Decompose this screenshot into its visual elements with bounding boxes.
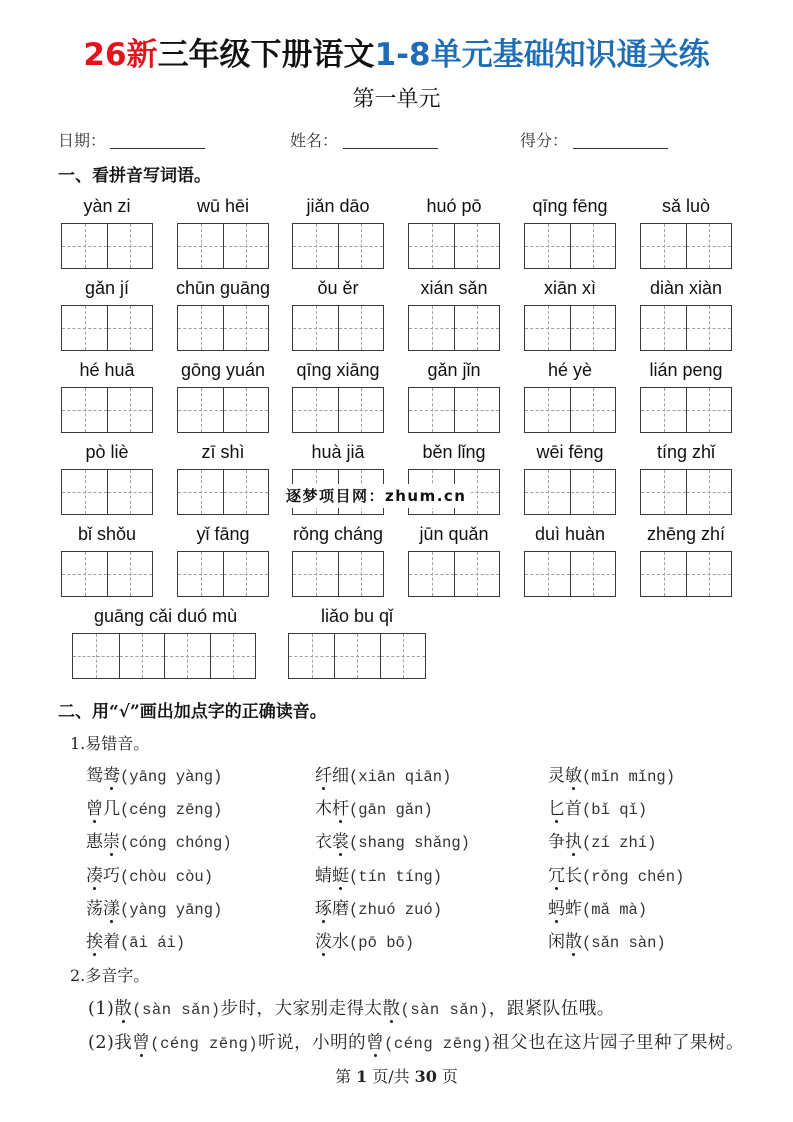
dotted-character: 裳 [332,832,349,852]
writing-cell [570,388,615,432]
writing-cell [107,306,152,350]
part1-title: 1.易错音。 [70,734,150,753]
pronunciation-item [315,798,433,821]
footer-suffix: 页 [441,1067,458,1086]
character: 巧 [103,866,120,886]
character: 荡 [86,899,103,919]
character: 几 [103,799,120,819]
pronunciation-options: (céng zēng) [150,1035,259,1053]
writing-cell [641,470,686,514]
pinyin-label: wū hēi [196,196,250,216]
section1-heading: 一、看拼音写词语。 [58,166,211,186]
pinyin-label: duì huàn [534,524,606,544]
dotted-character: 曾 [86,799,103,819]
writing-grid [177,469,269,515]
writing-grid [408,223,500,269]
score-blank-line [573,148,668,149]
score-label: 得分： [520,131,569,150]
pronunciation-item [86,831,232,854]
title-units-topic: 1-8单元基础知识通关练 [374,37,710,73]
writing-grid [177,223,269,269]
writing-cell [570,470,615,514]
dotted-character: 散 [565,932,582,952]
writing-grid [292,551,384,597]
pinyin-label: gōng yuán [180,360,266,380]
writing-cell [293,552,338,596]
writing-cell [686,224,731,268]
pinyin-label: liǎo bu qǐ [320,606,394,626]
pinyin-label: qīng fēng [532,196,608,216]
date-blank-line [110,148,205,149]
writing-grid [524,305,616,351]
dotted-character: 杆 [332,799,349,819]
pinyin-label: chūn guāng [175,278,271,298]
writing-cell [107,388,152,432]
dotted-character: 冗 [548,866,565,886]
pronunciation-options: (chòu còu) [120,868,214,886]
pinyin-label: xián sǎn [420,278,488,298]
character: 木 [315,799,332,819]
current-page-number: 1 [356,1067,368,1086]
pinyin-label: guāng cǎi duó mù [94,606,238,626]
writing-grid [177,305,269,351]
writing-grid [177,387,269,433]
pronunciation-options: (pō bō) [349,934,415,952]
pronunciation-options: (mǎ mà) [582,901,648,919]
writing-cell [210,634,256,678]
writing-cell [525,388,570,432]
writing-grid [524,223,616,269]
dotted-character: 挨 [86,932,103,952]
pinyin-label: bǐ shǒu [77,524,137,544]
writing-cell [338,224,383,268]
character: 着 [103,932,120,952]
writing-cell [289,634,334,678]
writing-cell [570,552,615,596]
writing-grid [640,305,732,351]
dotted-character: 鸯 [103,766,120,786]
writing-grid [177,551,269,597]
character: 闲 [548,932,565,952]
writing-cell [409,306,454,350]
pinyin-label: yǐ fāng [196,524,250,544]
sentence-text: 祖父也在这片园子里种了果树。 [491,1033,744,1053]
writing-cell [380,634,425,678]
dotted-character: 崇 [103,832,120,852]
writing-cell [107,224,152,268]
writing-grid [292,223,384,269]
writing-cell [119,634,165,678]
writing-cell [223,552,268,596]
writing-grid [640,387,732,433]
name-blank-line [343,148,438,149]
pinyin-label: hé huā [79,360,135,380]
writing-grid [61,469,153,515]
writing-cell [525,552,570,596]
writing-cell [641,306,686,350]
pronunciation-options: (sàn sǎn) [400,1001,489,1019]
sentence-text: 听说，小明的 [258,1033,367,1053]
writing-cell [338,388,383,432]
worksheet-title [0,36,793,74]
pronunciation-options: (rǒng chén) [582,868,685,886]
pronunciation-options: (āi ái) [120,934,186,952]
writing-cell [62,552,107,596]
writing-cell [641,552,686,596]
writing-cell [62,470,107,514]
pinyin-label: rǒng cháng [292,524,384,544]
pinyin-label: diàn xiàn [649,278,723,298]
writing-grid [288,633,426,679]
character: 蚱 [565,899,582,919]
writing-cell [641,224,686,268]
pronunciation-options: (yāng yàng) [120,768,223,786]
pronunciation-item [315,831,470,854]
writing-cell [223,306,268,350]
writing-cell [641,388,686,432]
sentence-text: (2)我 [88,1033,133,1053]
writing-cell [178,470,223,514]
pinyin-label: běn lǐng [422,442,486,462]
writing-grid [640,223,732,269]
dotted-character: 曾 [366,1033,385,1053]
dotted-character: 散 [114,999,133,1019]
dotted-character: 漾 [103,899,120,919]
polyphone-sentence [88,998,615,1021]
character: 灵 [548,766,565,786]
writing-cell [409,224,454,268]
dotted-character: 执 [565,832,582,852]
writing-cell [570,224,615,268]
writing-cell [178,306,223,350]
writing-cell [686,306,731,350]
character: 长 [565,866,582,886]
pinyin-label: zhēng zhí [646,524,726,544]
character: 磨 [332,899,349,919]
pronunciation-options: (xiān qiān) [349,768,452,786]
pronunciation-item [548,898,647,921]
pinyin-label: tíng zhǐ [656,442,716,462]
writing-cell [107,470,152,514]
writing-grid [408,305,500,351]
writing-cell [525,470,570,514]
writing-cell [178,224,223,268]
writing-cell [686,552,731,596]
writing-cell [62,388,107,432]
writing-grid [524,551,616,597]
polyphone-sentence [88,1032,744,1055]
pronunciation-options: (sǎn sàn) [582,934,666,952]
writing-grid [61,387,153,433]
pinyin-label: lián peng [649,360,723,380]
pinyin-label: xiān xì [543,278,597,298]
dotted-character: 凑 [86,866,103,886]
pronunciation-item [548,765,675,788]
pronunciation-item [86,865,213,888]
writing-grid [61,223,153,269]
writing-cell [454,306,499,350]
writing-cell [525,306,570,350]
writing-cell [338,306,383,350]
dotted-character: 蜓 [332,866,349,886]
pronunciation-options: (tín tíng) [349,868,443,886]
pinyin-label: huà jiā [311,442,365,462]
dotted-character: 泼 [315,932,332,952]
writing-cell [62,224,107,268]
character: 争 [548,832,565,852]
pronunciation-options: (mǐn mǐng) [582,768,676,786]
writing-grid [61,551,153,597]
writing-cell [454,224,499,268]
pinyin-label: huó pō [426,196,482,216]
pinyin-label: zī shì [201,442,245,462]
pronunciation-options: (shang shǎng) [349,834,470,852]
watermark: 逐梦项目网：zhum.cn [282,484,471,508]
sentence-text: 步时，大家别走得太 [220,999,383,1019]
title-year-prefix: 26新 [83,37,158,73]
dotted-character: 纤 [315,766,332,786]
footer-middle: 页/共 [372,1067,410,1086]
section2-heading: 二、用“√”画出加点字的正确读音。 [58,702,327,722]
writing-cell [525,224,570,268]
writing-cell [107,552,152,596]
writing-cell [178,388,223,432]
pronunciation-options: (zhuó zuó) [349,901,443,919]
writing-cell [223,470,268,514]
writing-cell [338,552,383,596]
pronunciation-options: (sàn sǎn) [132,1001,221,1019]
pronunciation-item [315,931,414,954]
writing-cell [73,634,119,678]
writing-cell [293,388,338,432]
pronunciation-item [315,865,442,888]
pinyin-label: wēi fēng [536,442,604,462]
pronunciation-options: (céng zēng) [120,801,223,819]
sentence-text: ，跟紧队伍哦。 [488,999,615,1019]
writing-grid [72,633,256,679]
writing-cell [409,552,454,596]
pronunciation-item [86,765,222,788]
character: 蜻 [315,866,332,886]
pronunciation-options: (yàng yāng) [120,901,223,919]
character: 首 [565,799,582,819]
character: 细 [332,766,349,786]
pinyin-label: hé yè [547,360,593,380]
pronunciation-item [315,765,451,788]
pinyin-label: jūn quǎn [419,524,489,544]
writing-cell [223,388,268,432]
writing-cell [686,470,731,514]
writing-grid [61,305,153,351]
pronunciation-options: (cóng chóng) [120,834,232,852]
footer-prefix: 第 [335,1067,352,1086]
dotted-character: 匕 [548,799,565,819]
writing-grid [292,387,384,433]
pinyin-label: gǎn jí [84,278,130,298]
unit-title: 第一单元 [352,87,441,112]
pinyin-label: gǎn jǐn [427,360,481,380]
pinyin-label: yàn zi [83,196,131,216]
pinyin-label: ǒu ěr [317,278,359,298]
pronunciation-options: (gān gǎn) [349,801,433,819]
pinyin-label: pò liè [85,442,129,462]
writing-cell [223,224,268,268]
writing-grid [408,387,500,433]
dotted-character: 敏 [565,766,582,786]
dotted-character: 蚂 [548,899,565,919]
character: 鸳 [86,766,103,786]
pinyin-label: qīng xiāng [296,360,380,380]
pronunciation-options: (zí zhí) [582,834,657,852]
total-page-count: 30 [414,1067,437,1086]
title-grade-subject: 三年级下册语文 [157,37,375,73]
writing-cell [293,224,338,268]
date-label: 日期： [58,131,107,150]
writing-grid [408,551,500,597]
writing-cell [454,552,499,596]
writing-cell [454,388,499,432]
writing-grid [292,305,384,351]
writing-cell [686,388,731,432]
sentence-text: (1) [88,999,115,1019]
writing-cell [570,306,615,350]
writing-cell [409,388,454,432]
part2-title: 2.多音字。 [70,966,150,985]
pronunciation-item [86,898,222,921]
writing-grid [524,469,616,515]
pronunciation-item [86,931,185,954]
character: 衣 [315,832,332,852]
pronunciation-item [548,798,647,821]
writing-cell [62,306,107,350]
writing-grid [640,551,732,597]
character: 水 [332,932,349,952]
writing-cell [334,634,379,678]
pronunciation-options: (bǐ qǐ) [582,801,648,819]
page-footer [0,1066,793,1088]
dotted-character: 散 [382,999,401,1019]
pronunciation-item [548,931,666,954]
writing-cell [178,552,223,596]
pronunciation-item [548,831,656,854]
writing-cell [293,306,338,350]
name-label: 姓名： [290,131,339,150]
pronunciation-options: (céng zēng) [384,1035,492,1053]
dotted-character: 琢 [315,899,332,919]
pronunciation-item [315,898,442,921]
writing-grid [524,387,616,433]
writing-grid [640,469,732,515]
character: 惠 [86,832,103,852]
writing-cell [164,634,210,678]
pronunciation-item [548,865,684,888]
pinyin-label: sǎ luò [661,196,711,216]
pinyin-label: jiǎn dāo [306,196,370,216]
pronunciation-item [86,798,222,821]
dotted-character: 曾 [132,1033,151,1053]
